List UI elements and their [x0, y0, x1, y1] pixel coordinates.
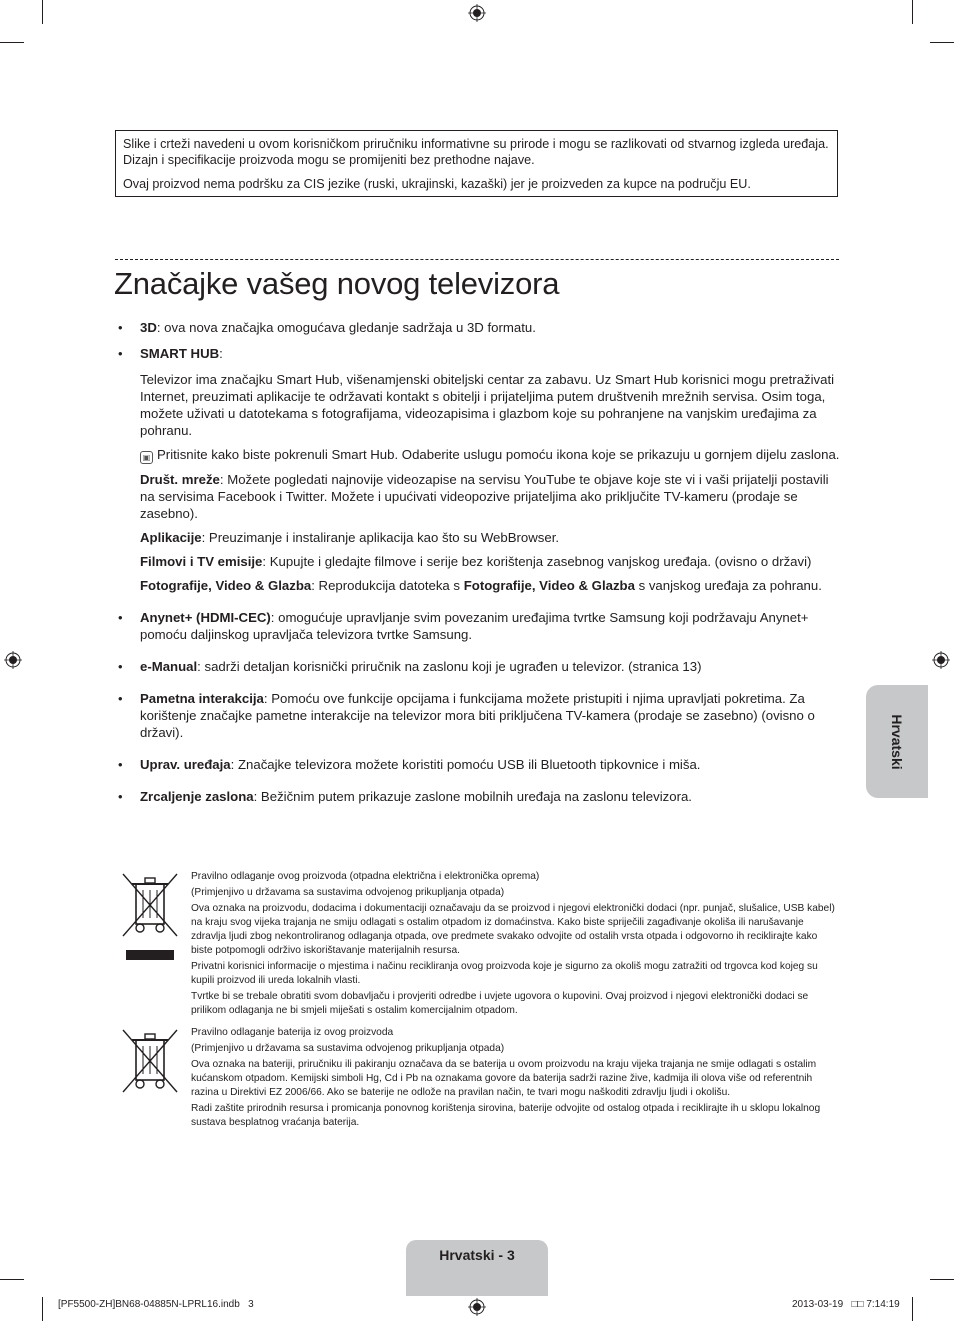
weee-battery-text	[191, 1026, 836, 1130]
feature-text: : Preuzimanje i instaliranje aplikacija kao što su WebBrowser.	[201, 530, 560, 545]
weee-product-text	[191, 870, 836, 1018]
page-number: Hrvatski - 3	[439, 1247, 515, 1263]
crop-mark	[930, 42, 954, 43]
weee-heading: Pravilno odlaganje baterija iz ovog proizvoda	[191, 1027, 394, 1038]
feature-term: Društ. mreže	[140, 472, 220, 487]
weee-heading: (Primjenjivo u državama sa sustavima odvojenog prikupljanja otpada)	[191, 1043, 505, 1054]
feature-text: : Značajke televizora možete koristiti pomoću USB ili Bluetooth tipkovnice i miša.	[230, 757, 701, 772]
section-divider	[115, 259, 839, 260]
weee-paragraph: Privatni korisnici informacije o mjestima i načinu recikliranja ovog proizvoda koje je sigurno za okoliš mogu zatražiti od trgovca kod kojeg su kupili proizvod ili ureda lokalnih vlasti.	[191, 961, 818, 986]
footer-file-info: [PF5500-ZH]BN68-04885N-LPRL16.indb 3	[58, 1299, 254, 1310]
notice-box	[115, 130, 838, 197]
feature-term: Uprav. uređaja	[140, 757, 231, 772]
feature-term: Pametna interakcija	[140, 691, 264, 706]
feature-text: : omogućuje upravljanje svim povezanim uređajima tvrtke Samsung koji podržavaju Anynet+ pomoću daljinskog upravljača televizora tvrtke Samsung.	[140, 610, 809, 642]
list-item	[115, 756, 841, 773]
weee-paragraph: Tvrtke bi se trebale obratiti svom dobavljaču i provjeriti odredbe i uvjete ugovora o kupovini. Ovaj proizvod i njegovi elektronički dodaci se prilikom odlaganja ne bi smjeli miješati s ostalim komercijalnim otpadom.	[191, 991, 809, 1016]
sub-paragraph	[115, 471, 841, 522]
page-number-tab	[406, 1240, 548, 1296]
section-title: Značajke vašeg novog televizora	[114, 266, 560, 301]
feature-term: Zrcaljenje zaslona	[140, 789, 254, 804]
feature-text: Televizor ima značajku Smart Hub, višenamjenski obiteljski centar za zabavu. Uz Smart Hub korisnici mogu pretraživati Internet, preuzimati aplikacije te održavati kontakt s obitelji i prijateljima putem društvenih mrežnih servisa. Osim toga, možete uživati u datotekama s fotografijama, videozapisima i glazbom koje su pohranjene na vanjskim uređajima za pohranu.	[140, 372, 835, 438]
weee-paragraph: Radi zaštite prirodnih resursa i promicanja ponovnog korištenja sirovina, baterije odvojite od ostalog otpada i reciklirajte ih u sklopu lokalnog sustava besplatnog vraćanja baterija.	[191, 1103, 821, 1128]
sub-paragraph	[115, 553, 841, 570]
weee-heading: Pravilno odlaganje ovog proizvoda (otpadna električna i elektronička oprema)	[191, 871, 540, 882]
notice-paragraph: Slike i crteži navedeni u ovom korisničkom priručniku informativne su prirode i mogu se razlikovati od stvarnog izgleda uređaja. Dizajn i specifikacije proizvoda mogu se promijeniti bez prethodne najave.	[123, 137, 829, 167]
feature-text: : Kupujte i gledajte filmove i serije bez korištenja zasebnog vanjskog uređaja. (ovisno o državi)	[262, 554, 812, 569]
list-item	[115, 319, 841, 336]
feature-term: SMART HUB	[140, 346, 220, 361]
feature-term: Filmovi i TV emisije	[140, 554, 263, 569]
feature-text: : Bežičnim putem prikazuje zaslone mobilnih uređaja na zaslonu televizora.	[253, 789, 692, 804]
crop-mark	[42, 0, 43, 24]
registration-mark-icon	[4, 651, 22, 669]
notice-paragraph: Ovaj proizvod nema podršku za CIS jezike (ruski, ukrajinski, kazaški) jer je proizveden za kupce na području EU.	[123, 177, 751, 191]
crop-mark	[912, 1297, 913, 1321]
feature-text: :	[219, 346, 223, 361]
weee-paragraph: Ova oznaka na bateriji, priručniku ili pakiranju označava da se baterija u ovom proizvodu na kraju vijeka trajanja ne smije odlagati s ostalim kućanskom otpadom. Kemijski simboli Hg, Cd i Pb na oznakama govore da baterija sadrži razine žive, kadmija ili olova više od referentnih razina u Direktivi EZ 2006/66. Ako se baterije ne odlože na pravilan način, te tvari mogu naškoditi zdravlju ljudi i okolišu.	[191, 1059, 817, 1098]
list-item	[115, 345, 841, 362]
feature-text: : sadrži detaljan korisnički priručnik na zaslonu koji je ugrađen u televizor. (stranica 13)	[197, 659, 702, 674]
feature-term: Anynet+ (HDMI-CEC)	[140, 610, 271, 625]
sub-paragraph	[115, 529, 841, 546]
feature-term: Fotografije, Video & Glazba	[463, 578, 635, 593]
feature-text: : Možete pogledati najnovije videozapise na servisu YouTube te objave koje ste vi i vaši prijatelji postavili na servisima Facebook i Twitter. Možete i upućivati videopozive prijateljima ako priključite TV-kameru (prodaje se zasebno).	[140, 472, 829, 521]
crop-mark	[0, 1279, 24, 1280]
list-item	[115, 690, 841, 741]
feature-text: s vanjskog uređaja za pohranu.	[634, 578, 822, 593]
crop-mark	[0, 42, 24, 43]
feature-text: : ova nova značajka omogućava gledanje sadržaja u 3D formatu.	[156, 320, 536, 335]
feature-text: Pritisnite kako biste pokrenuli Smart Hub. Odaberite uslugu pomoću ikona koje se prikazuju u gornjem dijelu zaslona.	[157, 447, 840, 462]
weee-heading: (Primjenjivo u državama sa sustavima odvojenog prikupljanja otpada)	[191, 887, 505, 898]
registration-mark-icon	[932, 651, 950, 669]
registration-mark-icon	[468, 1298, 486, 1316]
feature-term: e-Manual	[140, 659, 198, 674]
crop-mark	[912, 0, 913, 24]
footer-date-info: 2013-03-19 □□ 7:14:19	[792, 1299, 900, 1310]
registration-mark-icon	[468, 4, 486, 22]
list-item	[115, 609, 841, 643]
smart-hub-remote-icon: ▣	[140, 451, 153, 464]
feature-text: : Pomoću ove funkcije opcijama i funkcijama možete pristupiti i njima upravljati pokretima. Za korištenje značajke pametne interakcije na televizor mora biti priključena TV-kamera (prodaje se zasebno) (ovisno o državi).	[140, 691, 815, 740]
sub-paragraph	[115, 446, 841, 464]
language-label: Hrvatski	[889, 713, 905, 770]
sub-paragraph	[115, 371, 841, 439]
feature-term: Fotografije, Video & Glazba	[140, 578, 312, 593]
list-item	[115, 788, 841, 805]
weee-paragraph: Ova oznaka na proizvodu, dodacima i dokumentaciji označavaju da se proizvod i njegovi elektronički dodaci (npr. punjač, slušalice, USB kabel) na kraju svog vijeka trajanja ne smiju odlagati s ostalim otpadom iz domaćinstva. Kako biste spriječili zagađivanje okoliša ili narušavanje zdravlja ljudi zbog nekontroliranog odlaganja otpada, ove predmete svakako odvojite od ostalih vrsta otpada i odgovorno ih reciklirajte kako biste potpomogli održivo iskorištavanje materijalnih resursa.	[191, 903, 835, 956]
crop-mark	[930, 1279, 954, 1280]
feature-term: Aplikacije	[140, 530, 202, 545]
feature-list	[115, 319, 841, 805]
feature-term: 3D	[140, 320, 157, 335]
language-side-tab	[866, 685, 928, 798]
sub-paragraph	[115, 577, 841, 594]
feature-text: : Reprodukcija datoteka s	[311, 578, 464, 593]
crop-mark	[42, 1297, 43, 1321]
list-item	[115, 658, 841, 675]
crossed-battery-bin-icon	[120, 1028, 180, 1094]
crossed-bin-icon	[120, 872, 180, 962]
